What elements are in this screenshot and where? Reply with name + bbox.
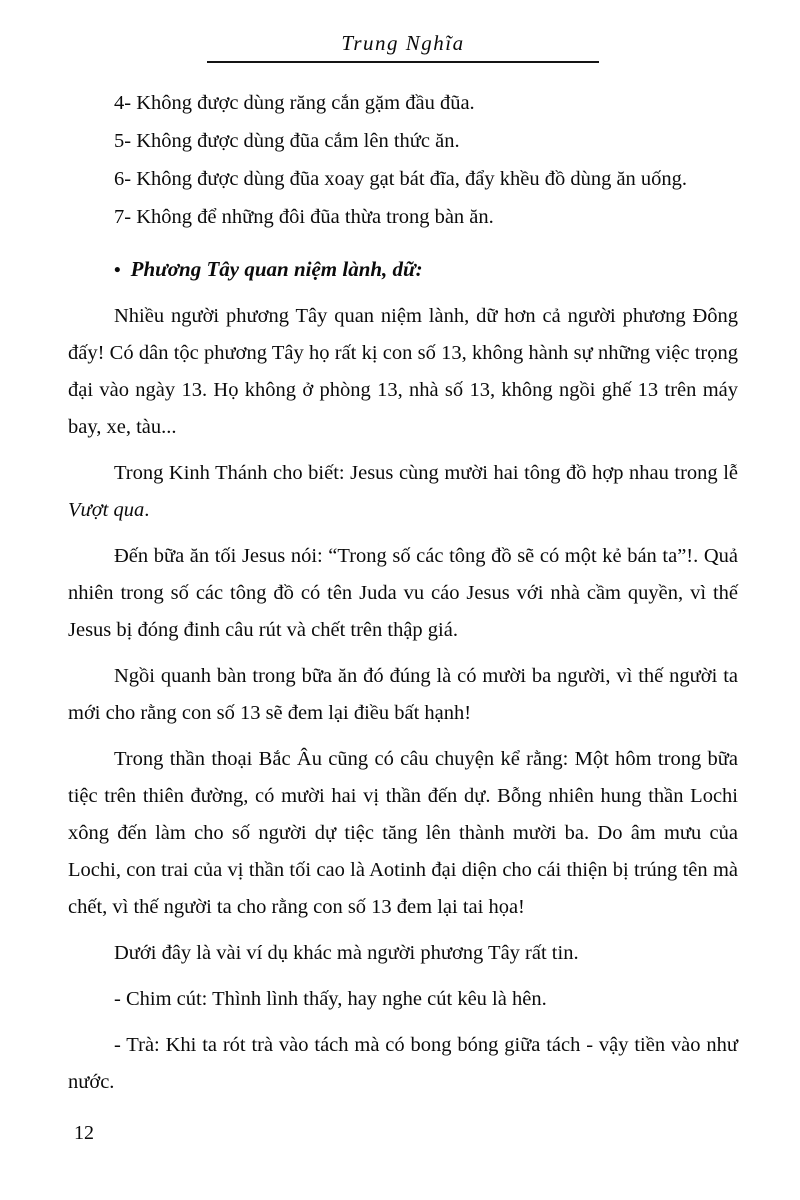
italic-phrase: Vượt qua bbox=[68, 499, 145, 521]
header-rule bbox=[207, 61, 599, 63]
paragraph-text: . bbox=[144, 499, 150, 521]
paragraph-tea: - Trà: Khi ta rót trà vào tách mà có bong bóng giữa tách - vậy tiền vào như nước. bbox=[68, 1034, 738, 1093]
paragraph-thirteen-people: Ngồi quanh bàn trong bữa ăn đó đúng là có mười ba người, vì thế người ta mới cho rằng con số 13 sẽ đem lại điều bất hạnh! bbox=[68, 665, 738, 724]
paragraph-bible bbox=[68, 455, 738, 529]
paragraph-last-supper: Đến bữa ăn tối Jesus nói: “Trong số các tông đồ sẽ có một kẻ bán ta”!. Quả nhiên trong số các tông đồ có tên Juda vu cáo Jesus với nhà cầm quyền, vì thế Jesus bị đóng đinh câu rút và chết trên thập giá. bbox=[68, 545, 738, 641]
rule-item-4: 4- Không được dùng răng cắn gặm đầu đũa. bbox=[114, 92, 475, 114]
rule-item-6: 6- Không được dùng đũa xoay gạt bát đĩa, đẩy khều đồ dùng ăn uống. bbox=[114, 168, 688, 190]
paragraph-norse-myth: Trong thần thoại Bắc Âu cũng có câu chuyện kể rằng: Một hôm trong bữa tiệc trên thiên đường, có mười hai vị thần đến dự. Bỗng nhiên hung thần Lochi xông đến làm cho số người dự tiệc tăng lên thành mười ba. Do âm mưu của Lochi, con trai của vị thần tối cao là Aotinh đại diện cho cái thiện bị trúng tên mà chết, vì thế người ta cho rằng con số 13 đem lại tai họa! bbox=[68, 748, 738, 918]
rule-item-5: 5- Không được dùng đũa cắm lên thức ăn. bbox=[114, 130, 460, 152]
rule-item-7: 7- Không để những đôi đũa thừa trong bàn ăn. bbox=[114, 206, 494, 228]
page-header bbox=[68, 30, 738, 63]
bullet-icon: • bbox=[114, 260, 121, 281]
paragraph-examples-intro: Dưới đây là vài ví dụ khác mà người phương Tây rất tin. bbox=[114, 942, 579, 964]
paragraph-quail: - Chim cút: Thình lình thấy, hay nghe cút kêu là hên. bbox=[114, 988, 547, 1010]
paragraph-text: Trong Kinh Thánh cho biết: Jesus cùng mười hai tông đồ hợp nhau trong lễ bbox=[114, 462, 738, 484]
page-number: 12 bbox=[74, 1122, 94, 1144]
paragraph-western-beliefs: Nhiều người phương Tây quan niệm lành, dữ hơn cả người phương Đông đấy! Có dân tộc phương Tây họ rất kị con số 13, không hành sự những việc trọng đại vào ngày 13. Họ không ở phòng 13, nhà số 13, không ngồi ghế 13 trên máy bay, xe, tàu... bbox=[68, 305, 738, 438]
section-heading bbox=[114, 251, 738, 289]
page-content bbox=[68, 85, 738, 1101]
running-header-title: Trung Nghĩa bbox=[341, 31, 465, 55]
section-heading-text: Phương Tây quan niệm lành, dữ: bbox=[130, 257, 423, 281]
